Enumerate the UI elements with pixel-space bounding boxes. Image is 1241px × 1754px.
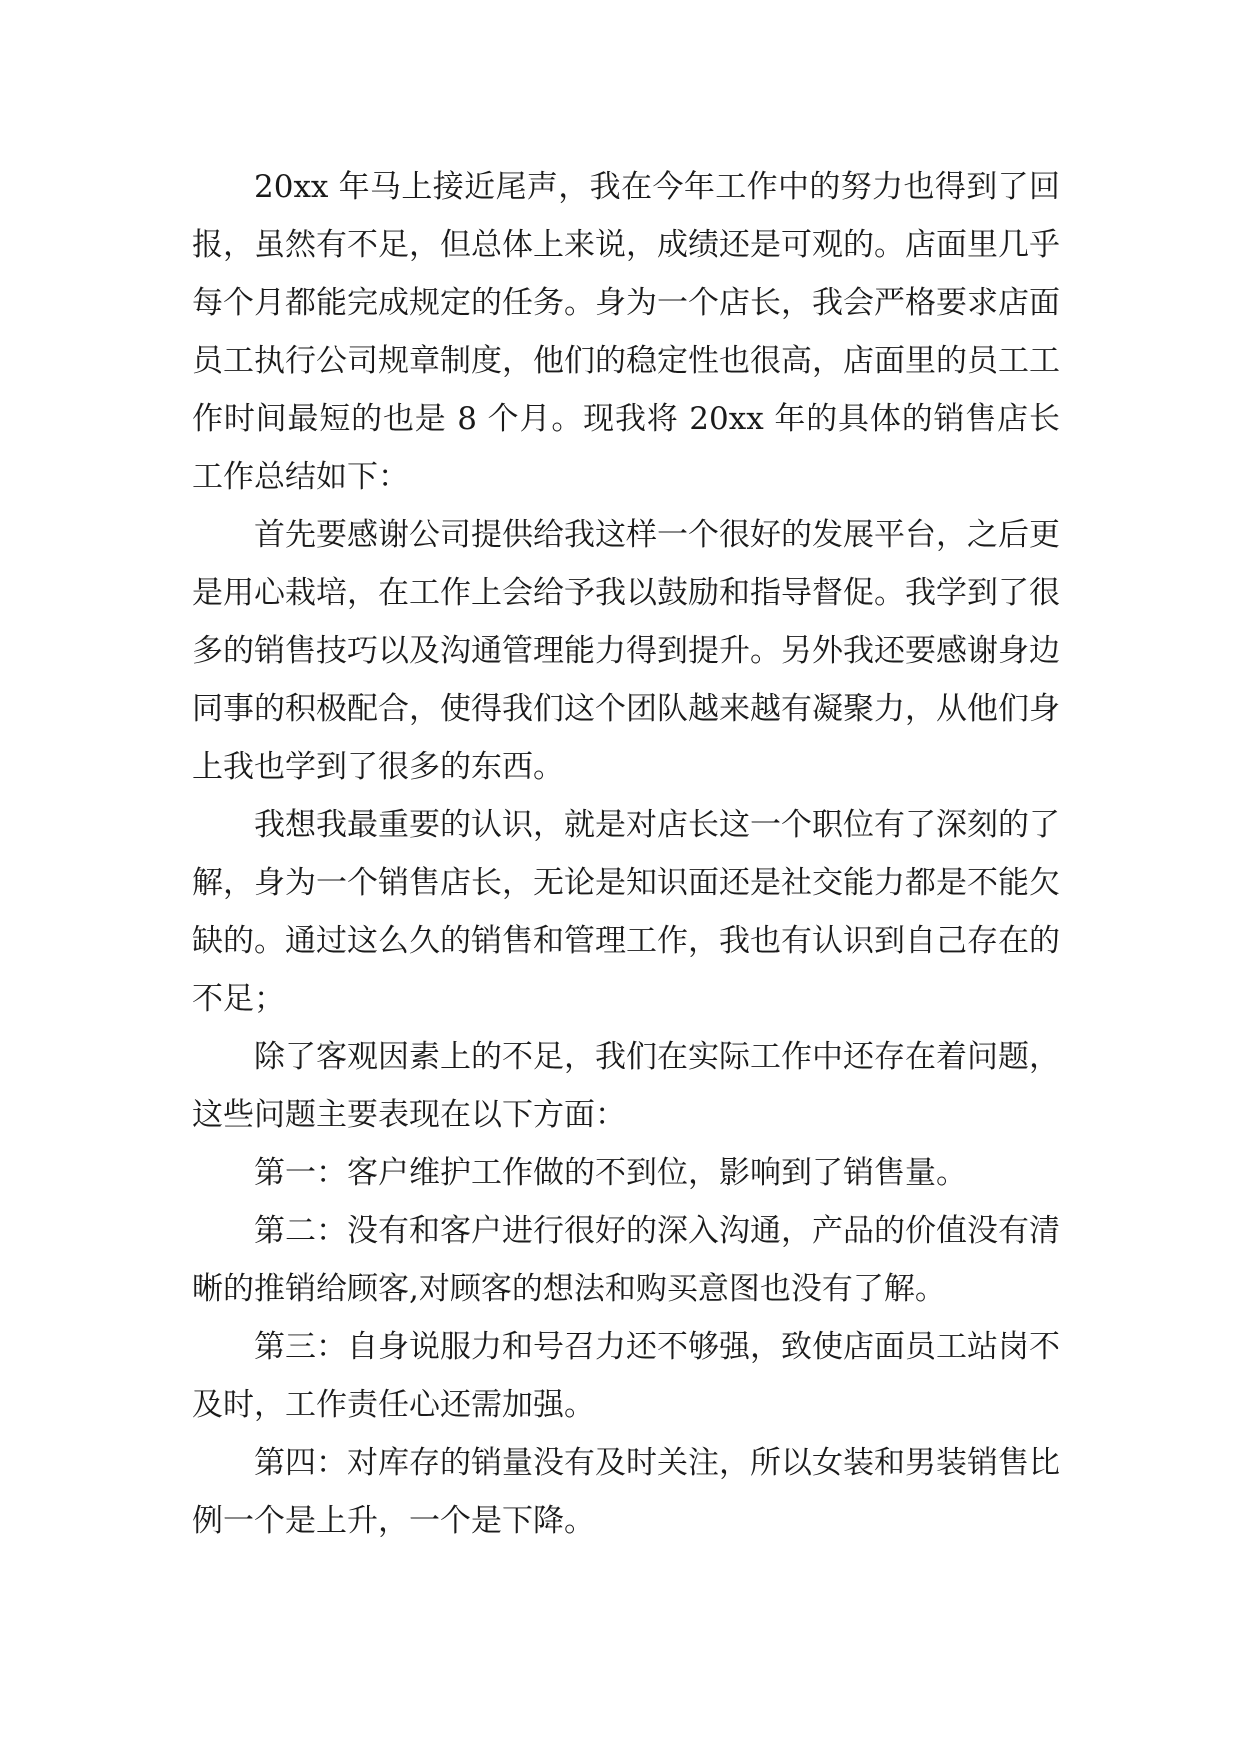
paragraph-understanding: 我想我最重要的认识，就是对店长这一个职位有了深刻的了解，身为一个销售店长，无论是知识面还是社交能力都是不能欠缺的。通过这么久的销售和管理工作，我也有认识到自己存在的不足； [192,807,1060,1017]
paragraph-point-4: 第四：对库存的销量没有及时关注，所以女装和男装销售比例一个是上升，一个是下降。 [192,1445,1060,1539]
paragraph-problems: 除了客观因素上的不足，我们在实际工作中还存在着问题，这些问题主要表现在以下方面： [192,1039,1060,1133]
paragraph-point-1: 第一：客户维护工作做的不到位，影响到了销售量。 [254,1155,967,1191]
paragraph-point-2: 第二：没有和客户进行很好的深入沟通，产品的价值没有清晰的推销给顾客,对顾客的想法和购买意图也没有了解。 [192,1213,1060,1307]
paragraph-intro: 20xx 年马上接近尾声，我在今年工作中的努力也得到了回报，虽然有不足，但总体上来说，成绩还是可观的。店面里几乎每个月都能完成规定的任务。身为一个店长，我会严格要求店面员工执行公司规章制度，他们的稳定性也很高，店面里的员工工作时间最短的也是 8 个月。现我将 20xx 年的具体的销售店长工作总结如下： [192,169,1060,495]
paragraph-thanks: 首先要感谢公司提供给我这样一个很好的发展平台，之后更是用心栽培，在工作上会给予我以鼓励和指导督促。我学到了很多的销售技巧以及沟通管理能力得到提升。另外我还要感谢身边同事的积极配合，使得我们这个团队越来越有凝聚力，从他们身上我也学到了很多的东西。 [192,517,1060,785]
paragraph-point-3: 第三：自身说服力和号召力还不够强，致使店面员工站岗不及时，工作责任心还需加强。 [192,1329,1060,1423]
document-body [192,158,1060,1550]
